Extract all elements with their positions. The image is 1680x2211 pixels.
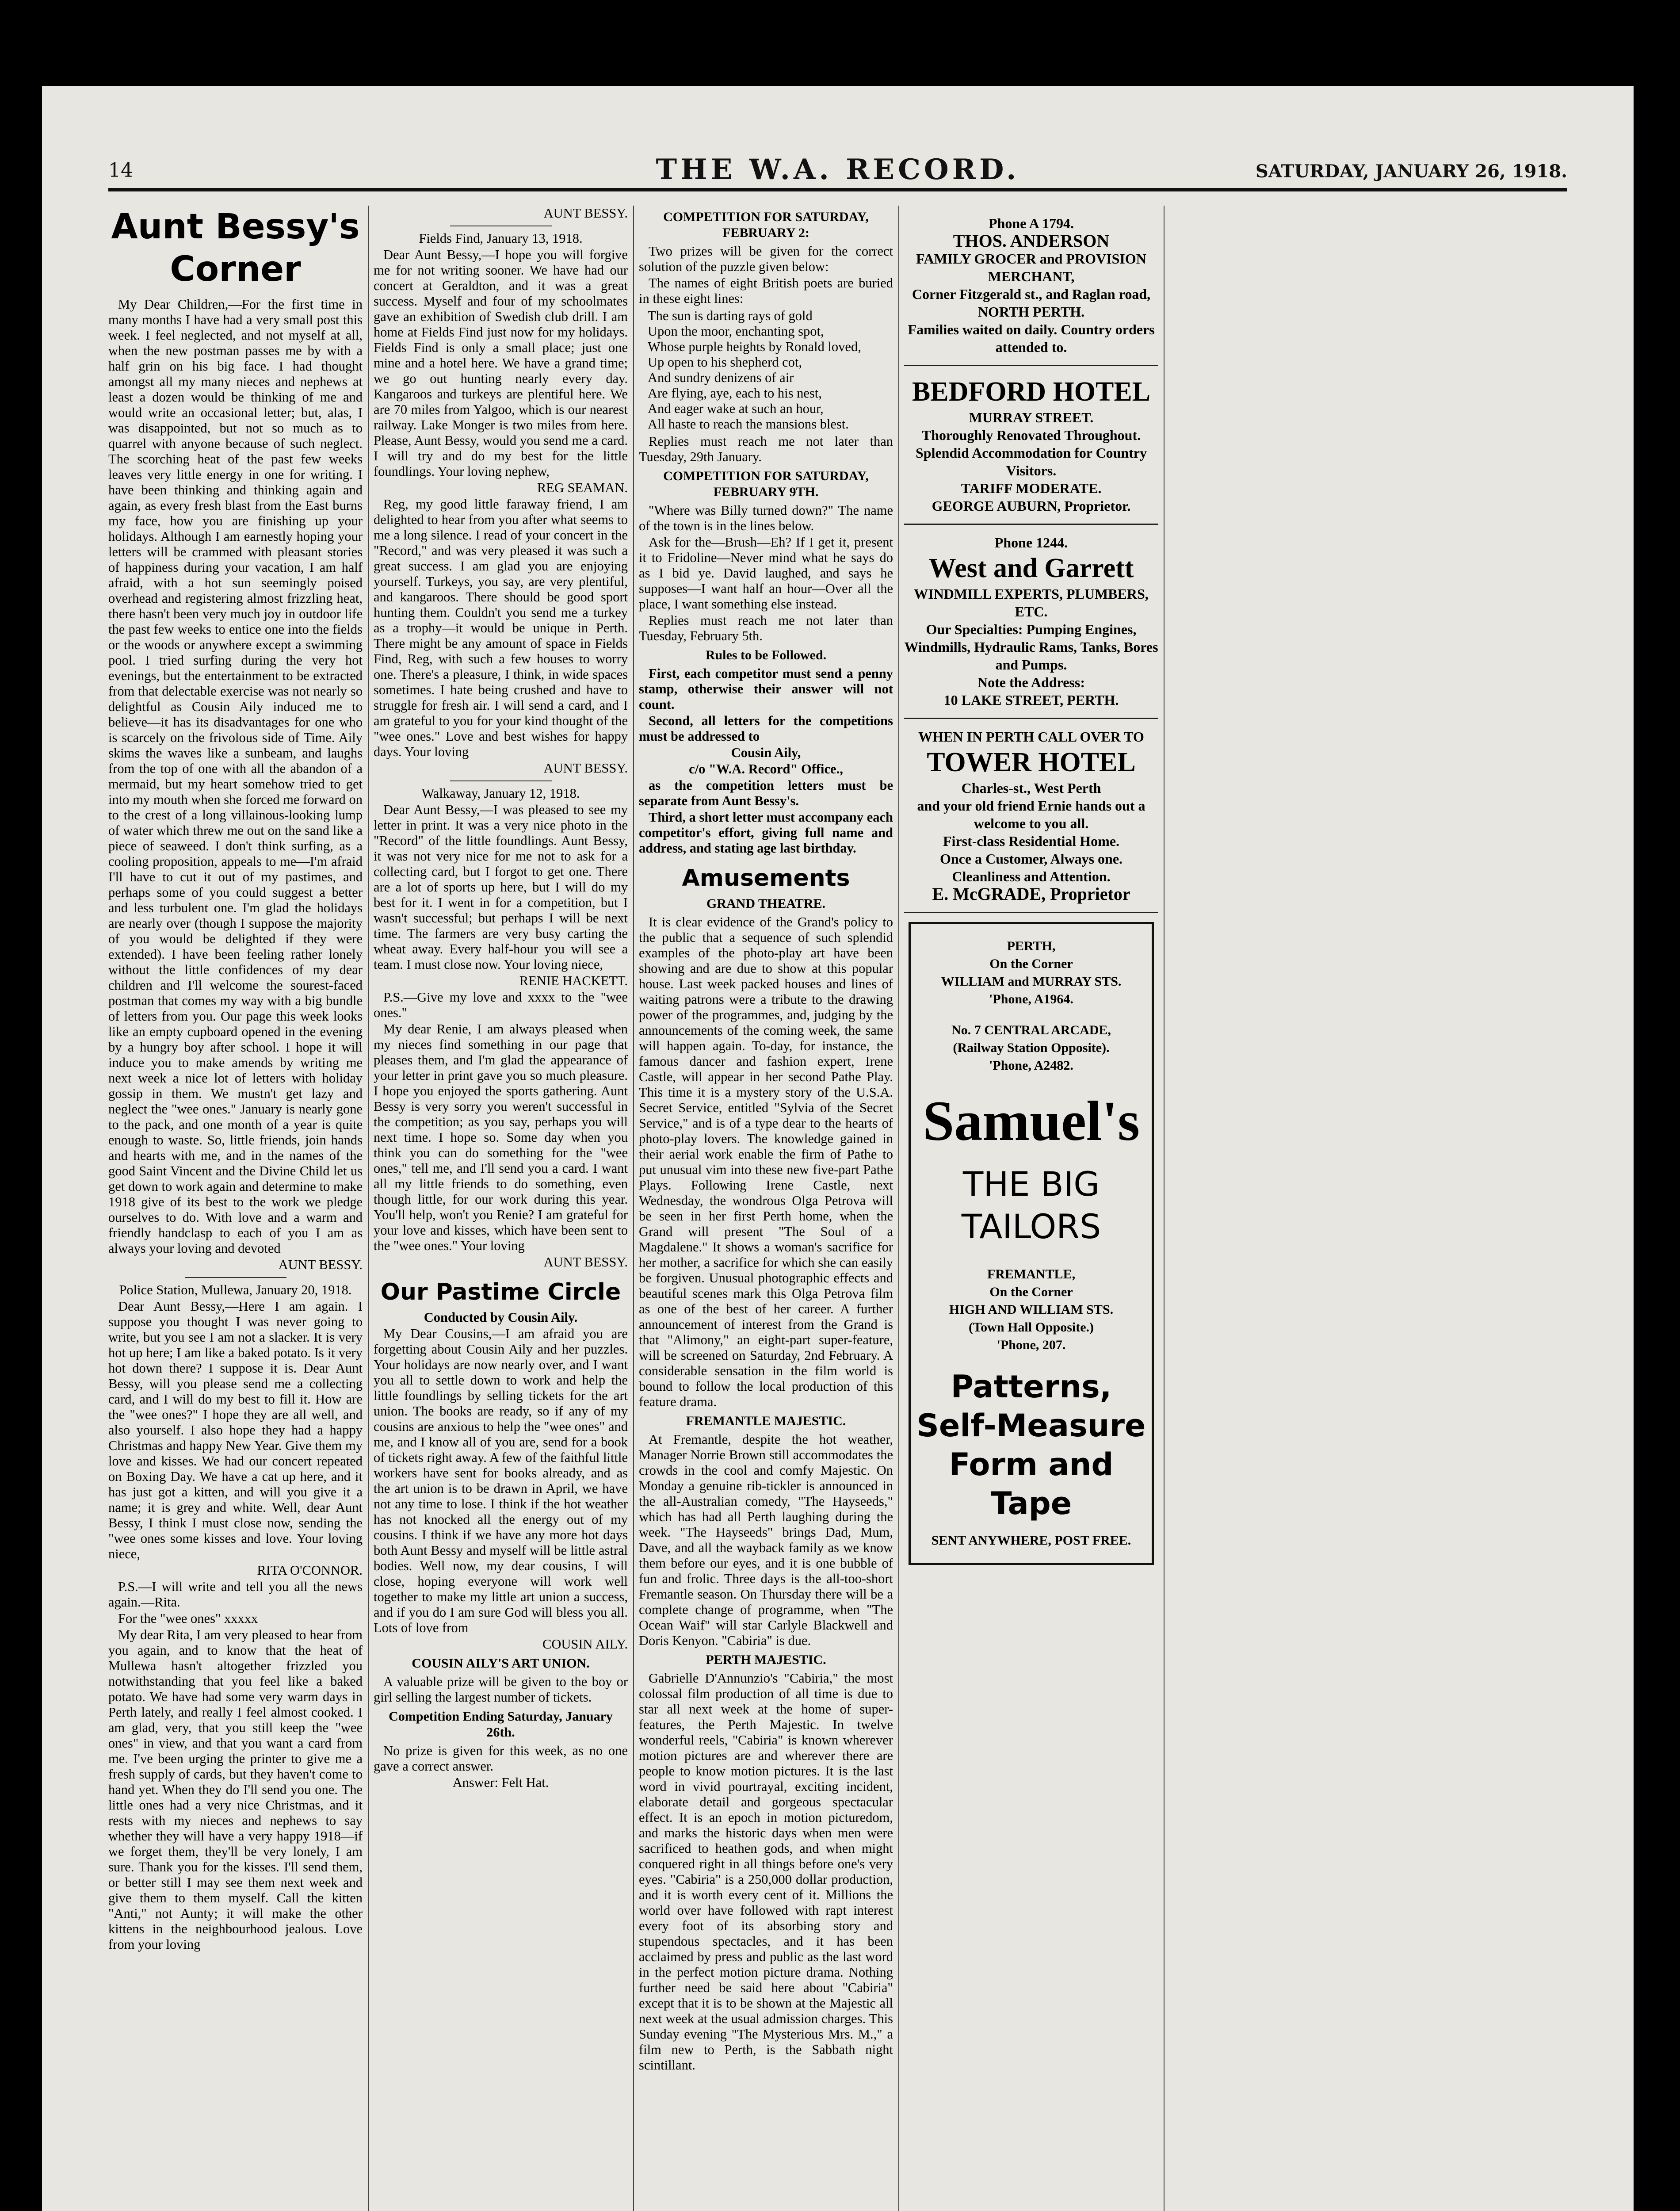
column-1	[108, 206, 363, 2211]
competition-intro: The names of eight British poets are buried in these eight lines:	[639, 275, 893, 306]
samuels-patterns-3: Form and Tape	[949, 1446, 1114, 1522]
art-union-text: A valuable prize will be given to the boy or girl selling the largest number of tickets.	[374, 1674, 628, 1705]
poem-line: And eager wake at such an hour,	[648, 401, 824, 416]
samuels-arcade-note: (Railway Station Opposite).	[953, 1040, 1110, 1055]
letter-dateline: Police Station, Mullewa, January 20, 1918.	[119, 1282, 352, 1297]
bedford-hotel-ad	[904, 366, 1158, 525]
poem-line: Up open to his shepherd cot,	[648, 355, 802, 370]
samuels-patterns-1: Patterns,	[951, 1369, 1112, 1405]
perth-majestic-heading: PERTH MAJESTIC.	[706, 1653, 826, 1667]
west-garrett-specialties: Our Specialties: Pumping Engines, Windmills, Hydraulic Rams, Tanks, Bores and Pumps.	[904, 621, 1158, 673]
rule-text: First, each competitor must send a penny stamp, otherwise their answer will not count.	[639, 666, 893, 712]
tower-proprietor: E. McGRADE, Proprietor	[932, 884, 1130, 904]
letter-paragraph: Reg, my good little faraway friend, I am delighted to hear from you after what seems to me a long silence. I read of your concert in the "Record," and was very pleased it was such a great success. I am glad you are enjoying yourself. Turkeys, you say, are very plentiful, and kangaroos. There should be good sport hunting them. Couldn't you send me a turkey as a trophy—it would be unique in Perth. There might be any amount of space in Fields Find, Reg, with such a few houses to worry one. There's a pleasure, I think, in wide spaces sometimes. I hate being crushed and have to struggle for fresh air. I will send a card, and I am grateful to you for your kind thought of the "wee ones." Love and best wishes for happy days. Your loving	[374, 497, 628, 759]
west-garrett-name: West and Garrett	[928, 553, 1134, 583]
letter-signature: AUNT BESSY.	[543, 1255, 628, 1270]
pastime-paragraph: My Dear Cousins,—I am afraid you are forgetting about Cousin Aily and her puzzles. Your holidays are now nearly over, and I want you all to settle down to work and help the little foundlings by selling tickets for the art union. The books are ready, so if any of my cousins are anxious to help the "wee ones" and me, and I know all of you are, send for a book of tickets right away. A few of the faithful little workers have sent for books already, and as the art union is to be drawn in April, we have not any time to lose. I think if the hot weather has not knocked all the energy out of my cousins. I think if we have any more hot days both Aunt Bessy and myself will be little astral bodies. Well now, my dear cousins, I will close, hoping everyone will work well together to make my little art union a success, and if you do I am sure God will bless you all. Lots of love from	[374, 1326, 628, 1635]
tower-clean: Cleanliness and Attention.	[952, 868, 1111, 884]
page-number: 14	[108, 159, 133, 182]
samuels-fremantle: FREMANTLE,	[987, 1267, 1076, 1281]
tower-invite: and your old friend Ernie hands out a welcome to you all.	[917, 798, 1145, 831]
columns	[108, 206, 1572, 2211]
letter-signature: RITA O'CONNOR.	[257, 1563, 363, 1578]
aunt-bessy-heading: Aunt Bessy's Corner	[111, 207, 360, 289]
anderson-notes: Families waited on daily. Country orders attended to.	[908, 321, 1155, 355]
competition-paragraph: Ask for the—Brush—Eh? If I get it, present it to Fridoline—Never mind what he says do as I bid ye. David laughed, and says he supposes—I want half an hour—Over all the place, I want something else instead.	[639, 535, 893, 612]
divider	[450, 780, 552, 781]
competition-answer: Answer: Felt Hat.	[452, 1775, 549, 1790]
west-garrett-ad	[904, 525, 1158, 719]
samuels-sent: SENT ANYWHERE, POST FREE.	[931, 1533, 1131, 1548]
bedford-street: MURRAY STREET.	[969, 409, 1094, 425]
poem-line: And sundry denizens of air	[648, 370, 794, 385]
poem-line: Are flying, aye, each to his nest,	[648, 386, 822, 401]
fremantle-majestic-text: At Fremantle, despite the hot weather, Manager Norrie Brown still accommodates the crowds in the cool and comfy Majestic. On Monday a genuine rib-tickler is announced in the all-Australian comedy, "The Hayseeds," which has had all Perth laughing during the week. "The Hayseeds" brings Dad, Mum, Dave, and all the wayback family as we know them before our eyes, and it is one bubble of fun and frolic. Three days is the all-too-short Fremantle season. On Thursday there will be a complete change of programme, when "The Ocean Waif" will star Carlyle Blackwell and Doris Kenyon. "Cabiria" is due.	[639, 1432, 893, 1648]
amusements-heading: Amusements	[682, 865, 850, 891]
bedford-name: BEDFORD HOTEL	[912, 377, 1151, 407]
tower-slogan: Once a Customer, Always one.	[939, 851, 1123, 867]
letter-postscript: For the "wee ones" xxxxx	[118, 1611, 258, 1626]
rule-address: c/o "W.A. Record" Office.,	[689, 761, 843, 777]
letter-paragraph: My dear Renie, I am always pleased when my nieces find something in our page that pleases them, and I'm glad the appearance of your letter in print gave you so much pleasure. I hope you enjoyed the sports gathering. Aunt Bessy is very sorry you weren't successful in the competition; as you say, perhaps you will next time. I hope so. Some day when you think you can do something for the "wee ones," tell me, and I'll send you a card. I want all my little friends to do something, even though little, for our work during this year. You'll help, won't you Renie? I am grateful for your love and kisses, which have been sent to the "wee ones." Your loving	[374, 1021, 628, 1253]
rule-text: Second, all letters for the competitions must be addressed to	[639, 713, 893, 744]
west-garrett-note: Note the Address:	[977, 674, 1085, 690]
letter-signature: AUNT BESSY.	[543, 761, 628, 776]
samuels-patterns-2: Self-Measure	[916, 1408, 1146, 1444]
letter-dateline: Walkaway, January 12, 1918.	[421, 786, 580, 801]
tower-lead: WHEN IN PERTH CALL OVER TO	[918, 729, 1144, 745]
anderson-phone: Phone A 1794.	[989, 215, 1074, 231]
samuels-fremantle-streets: HIGH AND WILLIAM STS.	[949, 1302, 1114, 1317]
column-3	[639, 206, 893, 2211]
column-rule	[368, 206, 369, 2211]
column-4	[904, 206, 1158, 2211]
tower-street: Charles-st., West Perth	[961, 780, 1101, 796]
poem-line: Whose purple heights by Ronald loved,	[648, 339, 861, 354]
paper-title: THE W.A. RECORD.	[656, 153, 1020, 186]
rule-text: as the competition letters must be separate from Aunt Bessy's.	[639, 778, 893, 808]
bedford-desc: Thoroughly Renovated Throughout. Splendid Accommodation for Country Visitors.	[915, 427, 1147, 478]
letter-paragraph: Dear Aunt Bessy,—I hope you will forgive me for not writing sooner. We have had our concert at Geraldton, and it was a great success. Myself and four of my schoolmates gave an exhibition of Swedish club drill. I am home at Fields Find just now for my holidays. Fields Find is only a small place; just one mine and a hotel here. We have a grand time; we go out hunting nearly every day. Kangaroos and turkeys are plentiful here. We are 70 miles from Yalgoo, which is our nearest railway. Lake Monger is two miles from here. Please, Aunt Bessy, would you send me a card. I will try and do my best for the little foundlings. Your loving nephew,	[374, 247, 628, 479]
column-2	[374, 206, 628, 2211]
grand-theatre-text: It is clear evidence of the Grand's policy to the public that a sequence of such splendid examples of the photo-play art have been showing and are due to show at this popular house. Last week packed houses and lines of waiting patrons were a tribute to the drawing power of the programmes, and, judging by the announcements of the coming week, the same will happen again. To-day, for instance, the famous dancer and fashion expert, Irene Castle, will appear in her second Pathe Play. This time it is a mystery story of the U.S.A. Secret Service, entitled "Sylvia of the Secret Service," and is of a type dear to the hearts of photo-play lovers. The knowledge gained in their aerial work enable the firm of Pathe to put unusual vim into these new five-part Pathe Plays. Following Irene Castle, next Wednesday, the wondrous Olga Petrova will be seen in her first Perth home, when the Grand will present "The Soul of a Magdalene." It shows a woman's sacrifice for her mother, a sacrifice for which she can easily be forgiven. Unusual photographic effects and beautiful scenes mark this Olga Petrova film as one of the best of her career. A further announcement of interest from the Grand is that "Alimony," an eight-part super-feature, will be screened on Saturday, 2nd February. A considerable sensation in the film world is bound to follow the local production of this feature drama.	[639, 914, 893, 1409]
poem-line: The sun is darting rays of gold	[648, 308, 813, 323]
samuels-perth-phone: 'Phone, A1964.	[989, 992, 1073, 1006]
bedford-tariff: TARIFF MODERATE.	[961, 480, 1102, 496]
samuels-tag-2: TAILORS	[961, 1207, 1101, 1246]
column-rule	[1164, 206, 1165, 2211]
letter-signature: REG SEAMAN.	[537, 480, 628, 495]
anderson-address: Corner Fitzgerald st., and Raglan road, NORTH PERTH.	[912, 286, 1151, 320]
samuels-arcade-phone: 'Phone, A2482.	[989, 1058, 1073, 1073]
anderson-ad	[904, 206, 1158, 366]
column-rule	[633, 206, 634, 2211]
divider	[185, 1277, 286, 1278]
competition-paragraph: Replies must reach me not later than Tuesday, February 5th.	[639, 613, 893, 643]
west-garrett-phone: Phone 1244.	[994, 535, 1068, 551]
competition-intro: Two prizes will be given for the correct solution of the puzzle given below:	[639, 244, 893, 274]
poem-line: All haste to reach the mansions blest.	[648, 417, 849, 432]
letter-signature: RENIE HACKETT.	[519, 973, 628, 988]
grand-theatre-heading: GRAND THEATRE.	[706, 896, 825, 911]
samuels-fremantle-note: (Town Hall Opposite.)	[968, 1320, 1094, 1335]
tower-class: First-class Residential Home.	[943, 833, 1120, 849]
samuels-arcade: No. 7 CENTRAL ARCADE,	[951, 1023, 1111, 1037]
samuels-perth: PERTH,	[1007, 939, 1056, 953]
samuels-name: Samuel's	[923, 1090, 1140, 1152]
pastime-byline: Conducted by Cousin Aily.	[424, 1310, 578, 1325]
letter-signature: AUNT BESSY.	[543, 206, 628, 221]
art-union-heading: COUSIN AILY'S ART UNION.	[412, 1656, 590, 1671]
letter-paragraph: My Dear Children,—For the first time in many months I have had a very small post this week. I feel neglected, and not myself at all, when the new postman passes me by with a half grin on his big face. I had thought amongst all my many nieces and nephews at least a dozen would be thinking of me and would write an occasional letter; but, alas, I was disappointed, but not so much as to quarrel with anyone because of such neglect. The scorching heat of the past few weeks leaves very little energy in one for writing. I have been thinking and thinking again and again, as every fresh blast from the East burns my face, how you are finishing up your holidays. Although I am earnestly hoping your letters will be crammed with pleasant stories of happiness during your vacation, I am half afraid, with a hot sun seemingly poised overhead and registering almost frizzling heat, there hasn't been very much joy in outdoor life the past few weeks to entice one into the fields or the woods or anywhere except a swimming pool. I tried surfing during the very hot evenings, but the entertainment to be extracted from that delectable exercise was not nearly so delightful as Cousin Aily induced me to believe—it has its disadvantages for one who is scarcely on the frivolous side of Time. Aily skims the waves like a sunbeam, and laughs from the top of one with all the abandon of a mermaid, but my heart somehow tried to get into my mouth when she forced me forward on to the crest of a long villainous-looking lump of water which threw me out on the sand like a piece of seaweed. I don't think surfing, as a cooling proposition, appeals to me—I'm afraid I'll have to cut it out of my pastimes, and perhaps some of you could suggest a better and less turbulent one. I'm glad the holidays are nearly over (though I suppose the majority of you would be delighted if they were extended). I have been feeling rather lonely without the little confidences of my dear children and I'll welcome the sourest-faced postman that comes my way with a big bundle of letters from you. Our page this week looks like an empty cupboard opened in the evening by a hungry boy after school. I hope it will induce you to make amends by writing me next week a nice lot of letters with holiday gossip in them. We mustn't get lazy and neglect the "wee ones." January is nearly gone to the pack, and one month of a year is quite enough to waste. So, little friends, join hands and hearts with me, and in the names of the good Saint Vincent and the Divine Child let us get down to work again and determine to make 1918 give of its best to the work we pledge ourselves to do. With love and a warm and friendly handclasp to each of you I am as always your loving and devoted	[108, 297, 363, 1256]
competition-ending-text: No prize is given for this week, as no one gave a correct answer.	[374, 1743, 628, 1774]
competition-paragraph: "Where was Billy turned down?" The name of the town is in the lines below.	[639, 503, 893, 533]
letter-paragraph: Dear Aunt Bessy,—Here I am again. I suppose you thought I was never going to write, but you see I am not a slacker. It is very hot up here; I am like a baked potato. Is it very hot down there? I suppose it is. Dear Aunt Bessy, will you please send me a collecting card, and I will do my best to fill it. How are the "wee ones?" I hope they are all well, and also yourself. I also hope they had a happy Christmas and happy New Year. Give them my love and kisses. We had our concert repeated on Boxing Day. We have a cat up here, and it has just got a kitten, and will you give it a name; it is grey and white. Well, dear Aunt Bessy, I think I must close now, sending the "wee ones some kisses and love. Your loving niece,	[108, 1299, 363, 1561]
samuels-perth-streets: WILLIAM and MURRAY STS.	[941, 974, 1122, 989]
west-garrett-address: 10 LAKE STREET, PERTH.	[943, 692, 1119, 708]
masthead	[108, 139, 1567, 191]
tower-hotel-ad	[904, 719, 1158, 913]
samuels-tag-1: THE BIG	[962, 1164, 1100, 1204]
competition-deadline: Replies must reach me not later than Tuesday, 29th January.	[639, 434, 893, 464]
letter-paragraph: Dear Aunt Bessy,—I was pleased to see my letter in print. It was a very nice photo in the "Record" of the little foundlings. Aunt Bessy, it was not very nice for me not to ask for a collecting card, but I forgot to get one. There are a lot of sports up here, but I will do my best for it. I went in for a competition, but I wasn't successful; but perhaps I will be next time. The farmers are very busy carting the wheat away. Every half-hour you will see a team. I must close now. Your loving niece,	[374, 802, 628, 972]
letter-paragraph: My dear Rita, I am very pleased to hear from you again, and to know that the heat of Mullewa hasn't altogether frizzled you notwithstanding that you feel like a baked potato. We have had some very warm days in Perth lately, and really I feel almost cooked. I am glad, very, that you still keep the "wee ones" in view, and that you want a card from me. I've been urging the printer to give me a fresh supply of cards, but they haven't come to hand yet. When they do I'll send you one. The little ones had a very nice Christmas, and it rests with my nieces and nephews to say whether they will have a very happy 1918—if we forget them, they'll be very lonely, I am sure. Thank you for the kisses. I'll send them, or better still I may see them next week and give them to them myself. Call the kitten "Anti," not Aunty; it will make the other kittens in the neighbourhood jealous. Love from your loving	[108, 1627, 363, 1952]
west-garrett-trade: WINDMILL EXPERTS, PLUMBERS, ETC.	[914, 586, 1149, 620]
competition-ending-heading: Competition Ending Saturday, January 26th.	[389, 1709, 613, 1740]
samuels-ad	[909, 922, 1154, 1565]
poem-line: Upon the moor, enchanting spot,	[648, 324, 824, 339]
issue-date: SATURDAY, JANUARY 26, 1918.	[1255, 161, 1567, 182]
competition-feb2-heading: COMPETITION FOR SATURDAY, FEBRUARY 2:	[663, 210, 869, 240]
column-rule	[898, 206, 899, 2211]
letter-signature: AUNT BESSY.	[278, 1257, 363, 1272]
rule-text: Third, a short letter must accompany each competitor's effort, giving full name and address, and stating age last birthday.	[639, 810, 893, 856]
perth-majestic-text: Gabrielle D'Annunzio's "Cabiria," the most colossal film production of all time is due to star all next week at the home of super-features, the Perth Majestic. In twelve wonderful reels, "Cabiria" is known wherever motion pictures are and wherever there are people to know motion pictures. It is the last word in vivid pourtrayal, exciting incident, elaborate detail and gorgeous spectacular effect. It is an epoch in motion picturedom, and marks the historic days when men were sacrificed to heathen gods, and when might conquered right in all things before one's very eyes. "Cabiria" is a 250,000 dollar production, and it is worth every cent of it. Millions the world over have followed with rapt interest every foot of its absorbing story and stupendous spectacles, and it has been acclaimed by press and public as the last word in the perfect motion picture drama. Nothing further need be said here about "Cabiria" except that it is to be shown at the Majestic all next week at the usual admission charges. This Sunday evening "The Mysterious Mrs. M.," a film new to Perth, is the Sabbath night scintillant.	[639, 1671, 893, 2073]
rules-heading: Rules to be Followed.	[705, 648, 827, 662]
letter-postscript: P.S.—Give my love and xxxx to the "wee ones."	[374, 990, 628, 1020]
samuels-fremantle-phone: 'Phone, 207.	[997, 1338, 1066, 1352]
competition-feb9-heading: COMPETITION FOR SATURDAY, FEBRUARY 9TH.	[663, 469, 869, 499]
letter-postscript: P.S.—I will write and tell you all the news again.—Rita.	[108, 1579, 363, 1610]
anderson-name: THOS. ANDERSON	[953, 231, 1110, 251]
samuels-fremantle-corner: On the Corner	[989, 1285, 1073, 1299]
pastime-heading: Our Pastime Circle	[380, 1279, 621, 1305]
anderson-trade: FAMILY GROCER and PROVISION MERCHANT,	[916, 251, 1146, 284]
samuels-perth-corner: On the Corner	[989, 956, 1073, 971]
tower-name: TOWER HOTEL	[927, 747, 1136, 777]
pastime-signature: COUSIN AILY.	[542, 1637, 628, 1652]
bedford-proprietor: GEORGE AUBURN, Proprietor.	[932, 498, 1131, 514]
rule-address: Cousin Aily,	[731, 745, 801, 760]
letter-dateline: Fields Find, January 13, 1918.	[419, 231, 583, 246]
fremantle-majestic-heading: FREMANTLE MAJESTIC.	[686, 1414, 846, 1428]
